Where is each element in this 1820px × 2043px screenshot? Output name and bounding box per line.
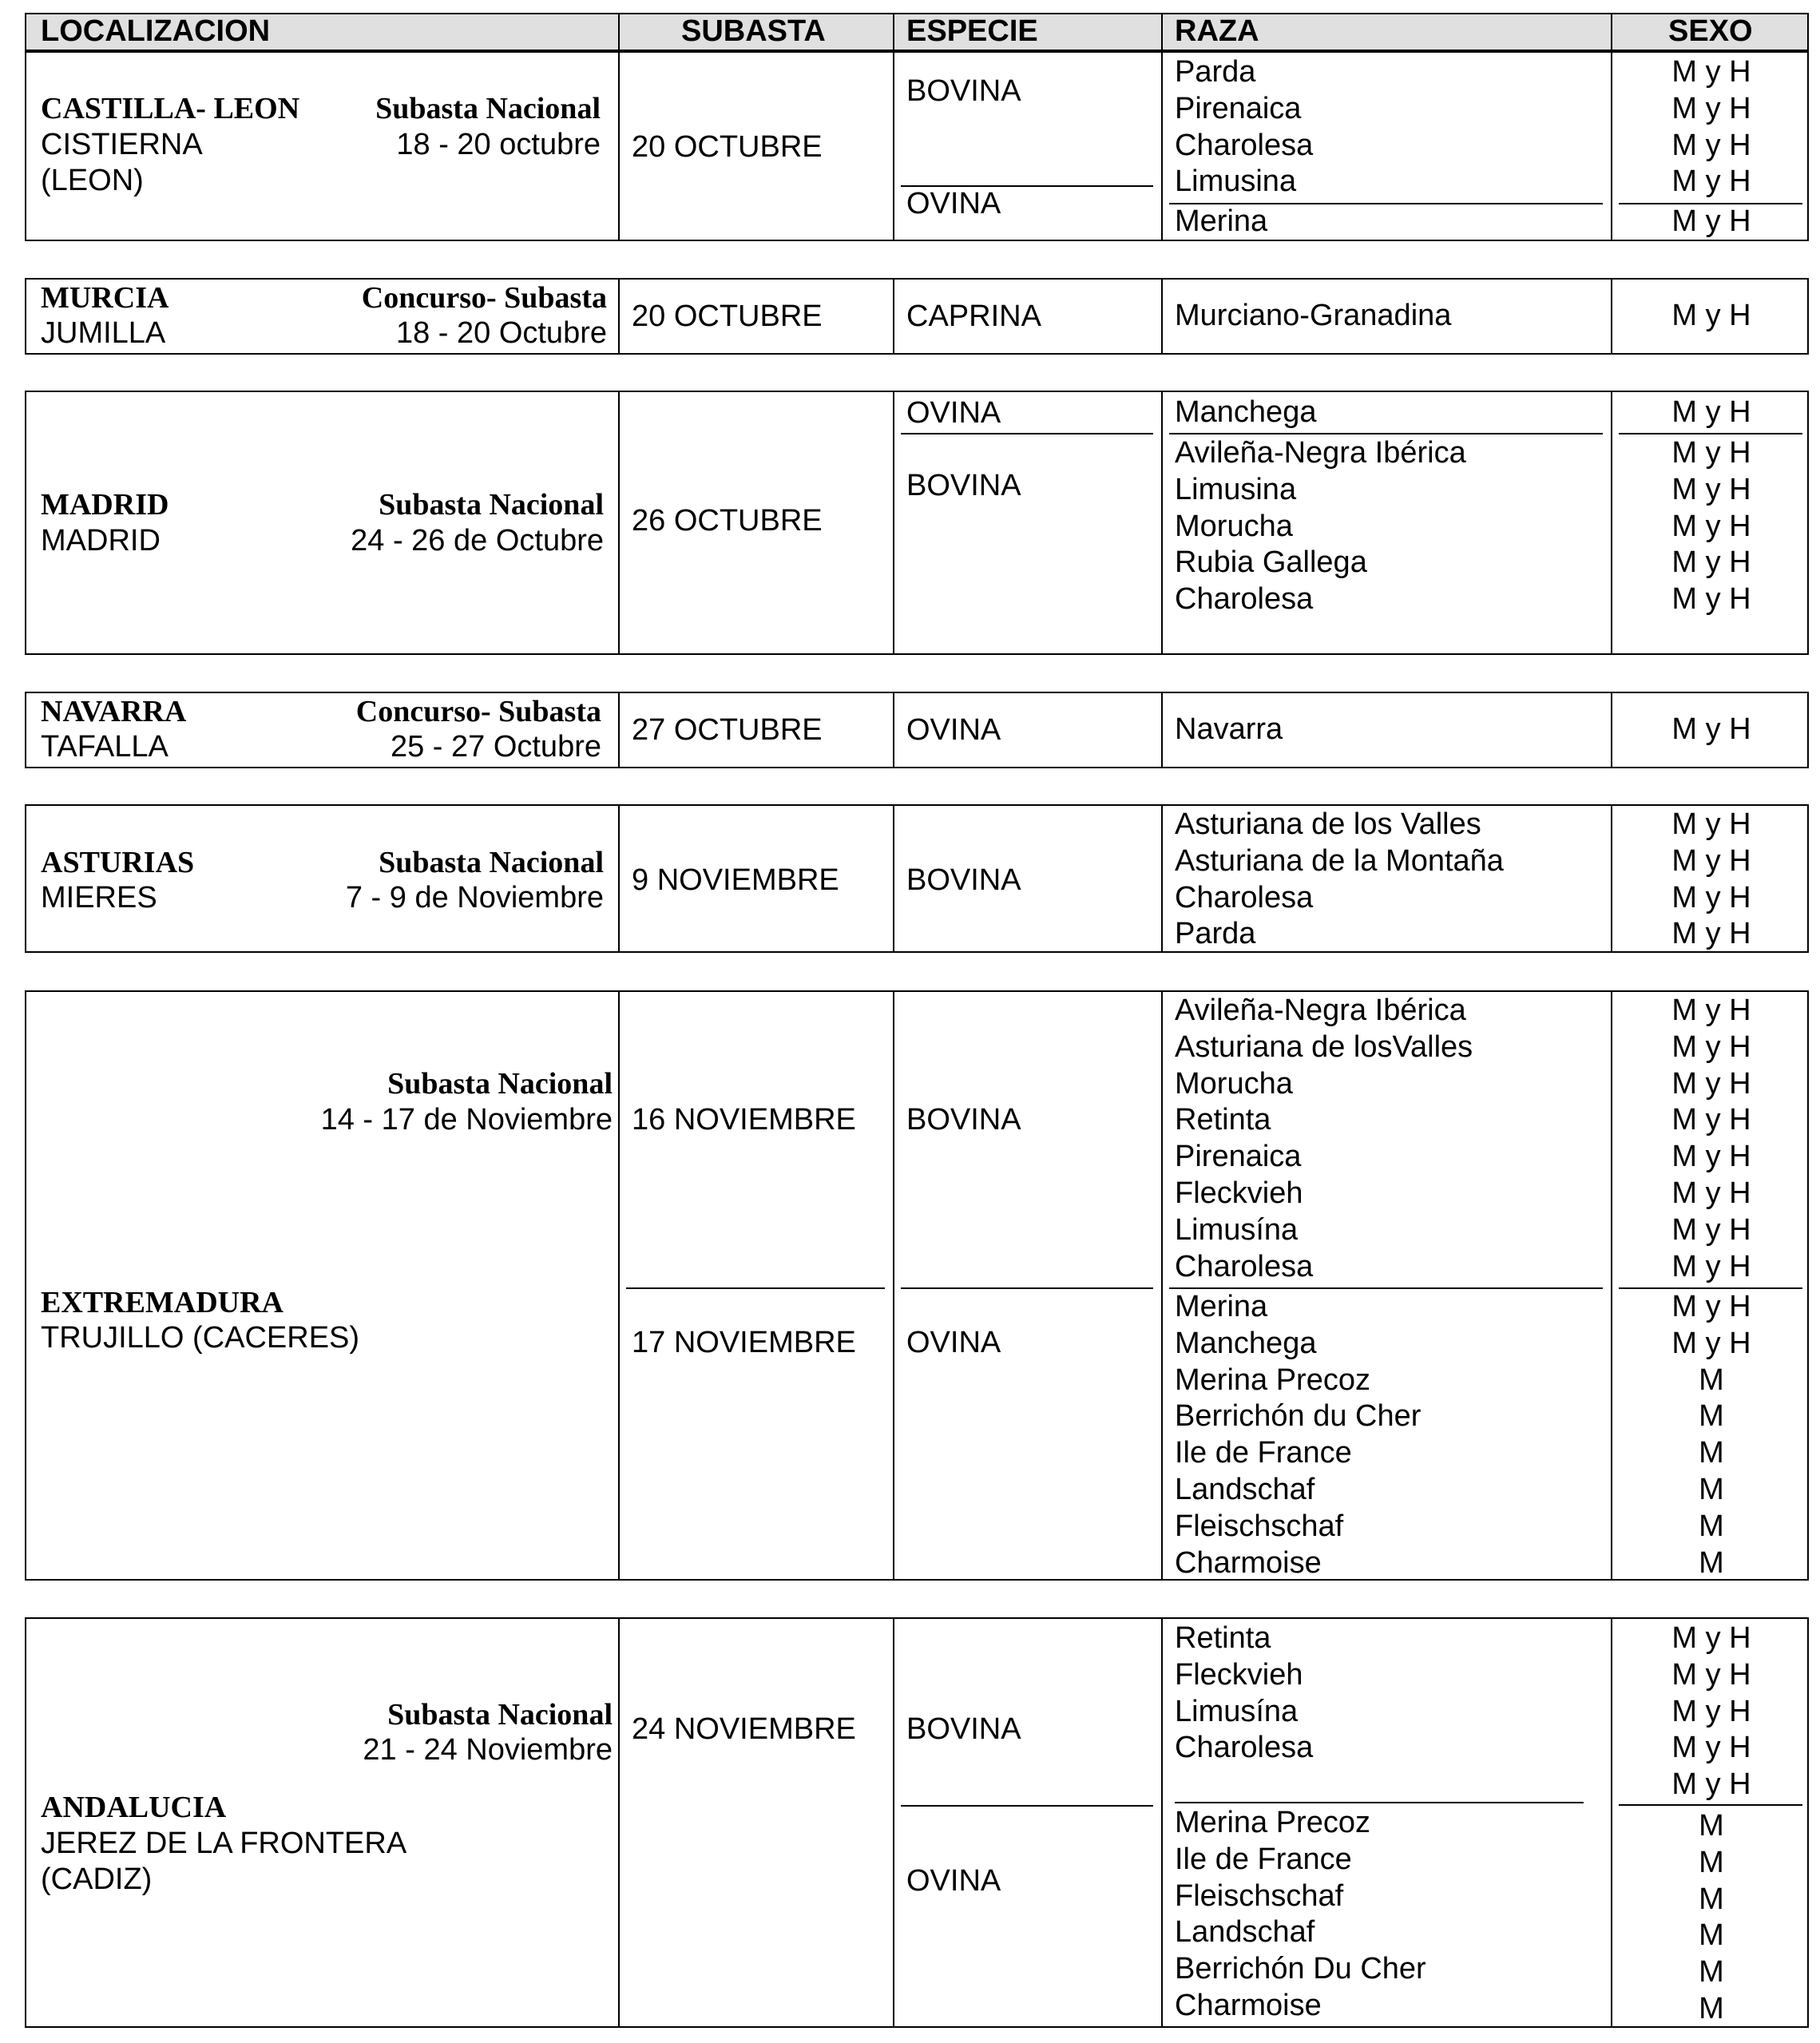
sexo-item: M y H bbox=[1671, 299, 1751, 332]
raza-item: Retinta bbox=[1175, 1103, 1271, 1137]
raza-item: Landschaf bbox=[1175, 1915, 1315, 1950]
raza-item: Charolesa bbox=[1175, 1731, 1314, 1765]
town-name: TRUJILLO (CACERES) bbox=[41, 1321, 360, 1355]
sexo-item: M y H bbox=[1671, 1657, 1751, 1692]
raza-item: Merina bbox=[1175, 204, 1268, 238]
raza-item: Morucha bbox=[1175, 1066, 1293, 1101]
raza-item: Parda bbox=[1175, 917, 1256, 951]
table-header-row bbox=[25, 13, 1809, 51]
sexo-list bbox=[1616, 1289, 1807, 1581]
sexo-item: M y H bbox=[1671, 509, 1751, 543]
header-localizacion: LOCALIZACION bbox=[41, 14, 271, 48]
raza-item: Fleischschaf bbox=[1175, 1878, 1344, 1913]
sexo-item: M y H bbox=[1671, 582, 1751, 617]
event-type: Subasta Nacional bbox=[375, 92, 601, 125]
event-dates: 14 - 17 de Noviembre bbox=[320, 1103, 613, 1137]
town-name: TAFALLA bbox=[41, 730, 169, 764]
event-type: Subasta Nacional bbox=[387, 1698, 613, 1732]
province-name: (LEON) bbox=[41, 164, 144, 197]
sexo-item: M bbox=[1699, 1436, 1724, 1470]
sexo-item: M y H bbox=[1671, 712, 1751, 746]
raza-item: Manchega bbox=[1175, 395, 1317, 429]
raza-item: Pirenaica bbox=[1175, 1140, 1302, 1174]
raza-item: Avileña-Negra Ibérica bbox=[1175, 994, 1466, 1027]
raza-item: Charolesa bbox=[1175, 1249, 1314, 1283]
table-row bbox=[25, 804, 1809, 953]
event-dates: 21 - 24 Noviembre bbox=[363, 1733, 613, 1767]
table-row bbox=[25, 278, 1809, 355]
event-dates: 7 - 9 de Noviembre bbox=[345, 881, 604, 914]
raza-list bbox=[1175, 807, 1504, 953]
sexo-list bbox=[1616, 807, 1807, 953]
sexo-item: M y H bbox=[1671, 91, 1751, 125]
especie-label: OVINA bbox=[906, 187, 1001, 220]
especie-label: BOVINA bbox=[906, 863, 1021, 897]
sexo-list bbox=[1616, 298, 1807, 335]
raza-item: Asturiana de la Montaña bbox=[1175, 843, 1504, 878]
raza-item: Charolesa bbox=[1175, 582, 1314, 617]
header-especie: ESPECIE bbox=[906, 14, 1038, 48]
sexo-item: M y H bbox=[1671, 1029, 1751, 1064]
sexo-item: M y H bbox=[1671, 1767, 1751, 1802]
raza-list bbox=[1175, 1289, 1421, 1581]
sexo-item: M y H bbox=[1671, 1249, 1751, 1283]
sexo-item: M y H bbox=[1671, 1066, 1751, 1101]
sexo-item: M bbox=[1699, 1509, 1724, 1543]
raza-list bbox=[1175, 1621, 1313, 1767]
raza-item: Parda bbox=[1175, 55, 1256, 89]
especie-label: BOVINA bbox=[906, 469, 1021, 502]
sexo-item: M y H bbox=[1671, 55, 1751, 89]
sexo-item: M bbox=[1699, 1882, 1724, 1916]
sexo-item: M y H bbox=[1671, 1212, 1751, 1247]
sexo-item: M y H bbox=[1671, 204, 1751, 238]
table-row bbox=[25, 990, 1809, 1581]
town-name: JUMILLA bbox=[41, 316, 166, 350]
raza-list bbox=[1175, 395, 1316, 431]
especie-label: OVINA bbox=[906, 396, 1001, 430]
sexo-item: M bbox=[1699, 1363, 1724, 1397]
sexo-item: M bbox=[1699, 1809, 1724, 1843]
sexo-item: M y H bbox=[1671, 395, 1751, 429]
table-row bbox=[25, 391, 1809, 655]
especie-label: OVINA bbox=[906, 1326, 1001, 1359]
subasta-date: 26 OCTUBRE bbox=[632, 504, 823, 538]
region-name: MADRID bbox=[41, 488, 169, 522]
sexo-item: M y H bbox=[1671, 545, 1751, 580]
town-name: MIERES bbox=[41, 881, 157, 914]
especie-label: OVINA bbox=[906, 713, 1001, 747]
town-name: MADRID bbox=[41, 524, 161, 557]
sexo-item: M y H bbox=[1671, 807, 1751, 841]
header-raza: RAZA bbox=[1175, 14, 1259, 48]
sexo-item: M y H bbox=[1671, 1176, 1751, 1210]
raza-item: Merina Precoz bbox=[1175, 1363, 1370, 1397]
raza-list bbox=[1175, 993, 1473, 1285]
raza-list bbox=[1175, 54, 1313, 200]
sexo-list bbox=[1616, 54, 1807, 200]
sexo-list bbox=[1616, 1621, 1807, 1803]
region-name: EXTREMADURA bbox=[41, 1286, 284, 1319]
raza-item: Landschaf bbox=[1175, 1472, 1315, 1506]
sexo-item: M y H bbox=[1671, 472, 1751, 506]
event-type: Subasta Nacional bbox=[379, 846, 604, 879]
subasta-date: 16 NOVIEMBRE bbox=[632, 1103, 856, 1137]
sexo-item: M bbox=[1699, 1399, 1724, 1434]
subasta-date: 27 OCTUBRE bbox=[632, 713, 823, 747]
region-name: NAVARRA bbox=[41, 695, 187, 728]
town-name: JEREZ DE LA FRONTERA bbox=[41, 1827, 407, 1860]
raza-item: Charolesa bbox=[1175, 128, 1314, 162]
sexo-item: M y H bbox=[1671, 165, 1751, 199]
raza-item: Ile de France bbox=[1175, 1842, 1352, 1876]
raza-item: Manchega bbox=[1175, 1326, 1317, 1360]
subasta-date: 17 NOVIEMBRE bbox=[632, 1326, 856, 1359]
region-name: MURCIA bbox=[41, 281, 169, 315]
raza-item: Avileña-Negra Ibérica bbox=[1175, 436, 1466, 470]
sexo-list bbox=[1616, 395, 1807, 431]
event-type: Subasta Nacional bbox=[379, 488, 604, 522]
sexo-list bbox=[1616, 712, 1807, 748]
raza-item: Fleckvieh bbox=[1175, 1176, 1303, 1210]
region-name: ASTURIAS bbox=[41, 846, 195, 879]
sexo-list bbox=[1616, 435, 1807, 618]
sexo-item: M y H bbox=[1671, 1694, 1751, 1728]
raza-item: Charmoise bbox=[1175, 1545, 1322, 1580]
sexo-item: M bbox=[1699, 1845, 1724, 1879]
raza-item: Merina Precoz bbox=[1175, 1806, 1370, 1839]
sexo-item: M y H bbox=[1671, 1621, 1751, 1655]
raza-item: Fleckvieh bbox=[1175, 1657, 1303, 1692]
sexo-item: M y H bbox=[1671, 1731, 1751, 1765]
header-sexo: SEXO bbox=[1668, 14, 1753, 48]
table-row bbox=[25, 692, 1809, 768]
especie-label: OVINA bbox=[906, 1864, 1001, 1898]
raza-list bbox=[1175, 435, 1466, 618]
table-row bbox=[25, 1617, 1809, 2028]
event-type: Concurso- Subasta bbox=[361, 281, 607, 315]
raza-item: Asturiana de los Valles bbox=[1175, 807, 1481, 841]
event-dates: 18 - 20 octubre bbox=[396, 128, 601, 161]
raza-item: Merina bbox=[1175, 1290, 1268, 1323]
raza-item: Murciano-Granadina bbox=[1175, 299, 1452, 332]
sexo-item: M y H bbox=[1671, 917, 1751, 951]
raza-item: Limusína bbox=[1175, 1212, 1299, 1247]
sexo-item: M y H bbox=[1671, 843, 1751, 878]
sexo-item: M bbox=[1699, 1955, 1724, 1989]
raza-item: Berrichón Du Cher bbox=[1175, 1952, 1426, 1986]
raza-list bbox=[1175, 298, 1451, 335]
sexo-item: M y H bbox=[1671, 1103, 1751, 1137]
raza-item: Pirenaica bbox=[1175, 91, 1302, 125]
header-subasta: SUBASTA bbox=[681, 14, 826, 48]
event-dates: 25 - 27 Octubre bbox=[390, 730, 601, 764]
sexo-item: M y H bbox=[1671, 1326, 1751, 1360]
town-name: CISTIERNA bbox=[41, 128, 203, 161]
raza-item: Limusína bbox=[1175, 1694, 1299, 1728]
raza-item: Ile de France bbox=[1175, 1436, 1352, 1470]
region-name: ANDALUCIA bbox=[41, 1791, 227, 1824]
event-type: Concurso- Subasta bbox=[355, 695, 601, 728]
sexo-item: M y H bbox=[1671, 436, 1751, 470]
sexo-list bbox=[1616, 204, 1807, 240]
raza-item: Rubia Gallega bbox=[1175, 545, 1367, 580]
especie-label: BOVINA bbox=[906, 74, 1021, 108]
raza-item: Charolesa bbox=[1175, 880, 1314, 914]
sexo-item: M y H bbox=[1671, 1140, 1751, 1174]
raza-list bbox=[1175, 712, 1283, 748]
sexo-item: M bbox=[1699, 1918, 1724, 1953]
raza-item: Fleischschaf bbox=[1175, 1509, 1344, 1543]
sexo-item: M bbox=[1699, 1991, 1724, 2025]
sexo-item: M y H bbox=[1671, 1290, 1751, 1323]
region-name: CASTILLA- LEON bbox=[41, 92, 300, 125]
raza-list bbox=[1175, 204, 1267, 240]
especie-label: CAPRINA bbox=[906, 300, 1041, 333]
sexo-item: M y H bbox=[1671, 880, 1751, 914]
event-type: Subasta Nacional bbox=[387, 1067, 613, 1101]
raza-list bbox=[1175, 1805, 1426, 2025]
event-dates: 18 - 20 Octubre bbox=[395, 316, 607, 350]
subasta-date: 24 NOVIEMBRE bbox=[632, 1712, 856, 1746]
sexo-list bbox=[1616, 1808, 1807, 2028]
raza-item: Charmoise bbox=[1175, 1988, 1322, 2022]
raza-item: Morucha bbox=[1175, 509, 1293, 543]
sexo-item: M bbox=[1699, 1472, 1724, 1506]
subasta-date: 9 NOVIEMBRE bbox=[632, 863, 839, 897]
especie-label: BOVINA bbox=[906, 1103, 1021, 1137]
table-row bbox=[25, 51, 1809, 241]
event-dates: 24 - 26 de Octubre bbox=[351, 524, 604, 557]
subasta-date: 20 OCTUBRE bbox=[632, 130, 823, 164]
raza-item: Asturiana de losValles bbox=[1175, 1029, 1473, 1064]
raza-item: Retinta bbox=[1175, 1621, 1271, 1655]
sexo-item: M y H bbox=[1671, 994, 1751, 1027]
province-name: (CADIZ) bbox=[41, 1863, 153, 1896]
raza-item: Berrichón du Cher bbox=[1175, 1399, 1422, 1434]
raza-item: Navarra bbox=[1175, 712, 1283, 746]
especie-label: BOVINA bbox=[906, 1712, 1021, 1746]
raza-item: Limusina bbox=[1175, 165, 1297, 199]
sexo-item: M y H bbox=[1671, 128, 1751, 162]
raza-item: Limusina bbox=[1175, 472, 1297, 506]
sexo-item: M bbox=[1699, 1545, 1724, 1580]
subasta-date: 20 OCTUBRE bbox=[632, 300, 823, 333]
sexo-list bbox=[1616, 993, 1807, 1285]
